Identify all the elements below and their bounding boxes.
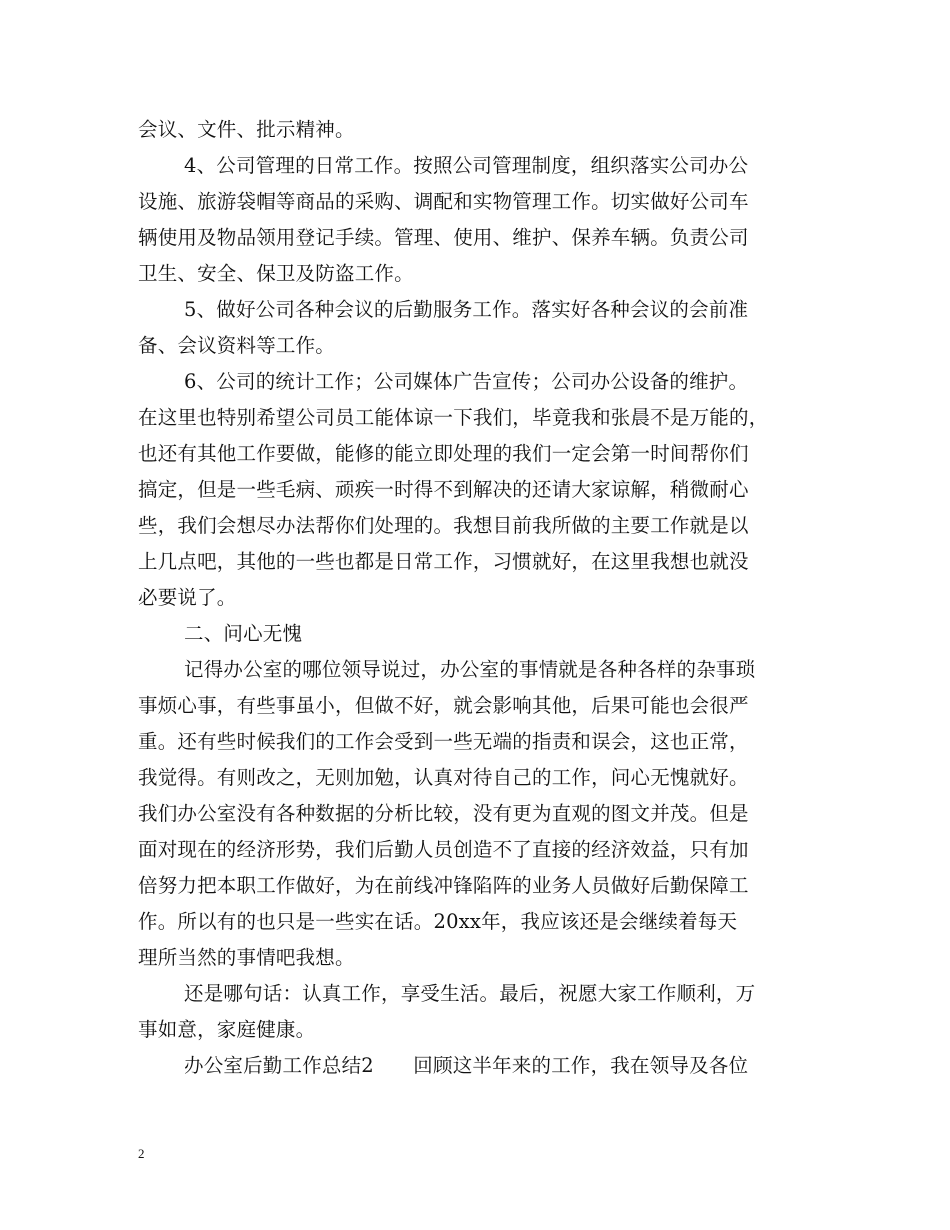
text-line-16: 记得办公室的哪位领导说过，办公室的事情就是各种各样的杂事琐 xyxy=(184,658,756,681)
text-line-17: 事烦心事，有些事虽小，但做不好，就会影响其他，后果可能也会很严 xyxy=(138,694,749,717)
text-line-2: 4、公司管理的日常工作。按照公司管理制度，组织落实公司办公 xyxy=(184,154,749,177)
text-line-5: 卫生、安全、保卫及防盗工作。 xyxy=(138,262,414,285)
text-line-6: 5、做好公司各种会议的后勤服务工作。落实好各种会议的会前准 xyxy=(184,298,749,321)
page-number: 2 xyxy=(138,1146,145,1161)
text-line-22: 倍努力把本职工作做好，为在前线冲锋陷阵的业务人员做好后勤保障工 xyxy=(138,874,749,897)
text-line-11: 搞定，但是一些毛病、顽疾一时得不到解决的还请大家谅解，稍微耐心 xyxy=(138,478,749,501)
text-line-3: 设施、旅游袋帽等商品的采购、调配和实物管理工作。切实做好公司车 xyxy=(138,190,749,213)
text-line-4: 辆使用及物品领用登记手续。管理、使用、维护、保养车辆。负责公司 xyxy=(138,226,749,249)
text-line-10: 也还有其他工作要做，能修的能立即处理的我们一定会第一时间帮你们 xyxy=(138,442,749,465)
text-line-12: 些，我们会想尽办法帮你们处理的。我想目前我所做的主要工作就是以 xyxy=(138,514,749,537)
text-line-18: 重。还有些时候我们的工作会受到一些无端的指责和误会，这也正常， xyxy=(138,730,749,753)
section-heading: 二、问心无愧 xyxy=(184,622,303,645)
text-line-21: 面对现在的经济形势，我们后勤人员创造不了直接的经济效益，只有加 xyxy=(138,838,749,861)
text-line-23: 作。所以有的也只是一些实在话。20xx年，我应该还是会继续着每天 xyxy=(138,910,738,933)
text-line-24: 理所当然的事情吧我想。 xyxy=(138,946,355,969)
text-line-20: 我们办公室没有各种数据的分析比较，没有更为直观的图文并茂。但是 xyxy=(138,802,749,825)
text-line-27: 办公室后勤工作总结2 回顾这半年来的工作，我在领导及各位 xyxy=(184,1054,749,1077)
text-line-1: 会议、文件、批示精神。 xyxy=(138,118,355,141)
text-line-19: 我觉得。有则改之，无则加勉，认真对待自己的工作，问心无愧就好。 xyxy=(138,766,749,789)
text-line-8: 6、公司的统计工作；公司媒体广告宣传；公司办公设备的维护。 xyxy=(184,370,749,393)
text-line-25: 还是哪句话：认真工作，享受生活。最后，祝愿大家工作顺利，万 xyxy=(184,982,756,1005)
text-line-26: 事如意，家庭健康。 xyxy=(138,1018,316,1041)
text-line-13: 上几点吧，其他的一些也都是日常工作，习惯就好，在这里我想也就没 xyxy=(138,550,749,573)
text-line-7: 备、会议资料等工作。 xyxy=(138,334,336,357)
text-line-14: 必要说了。 xyxy=(138,586,237,609)
text-line-9: 在这里也特别希望公司员工能体谅一下我们，毕竟我和张晨不是万能的， xyxy=(138,406,769,429)
